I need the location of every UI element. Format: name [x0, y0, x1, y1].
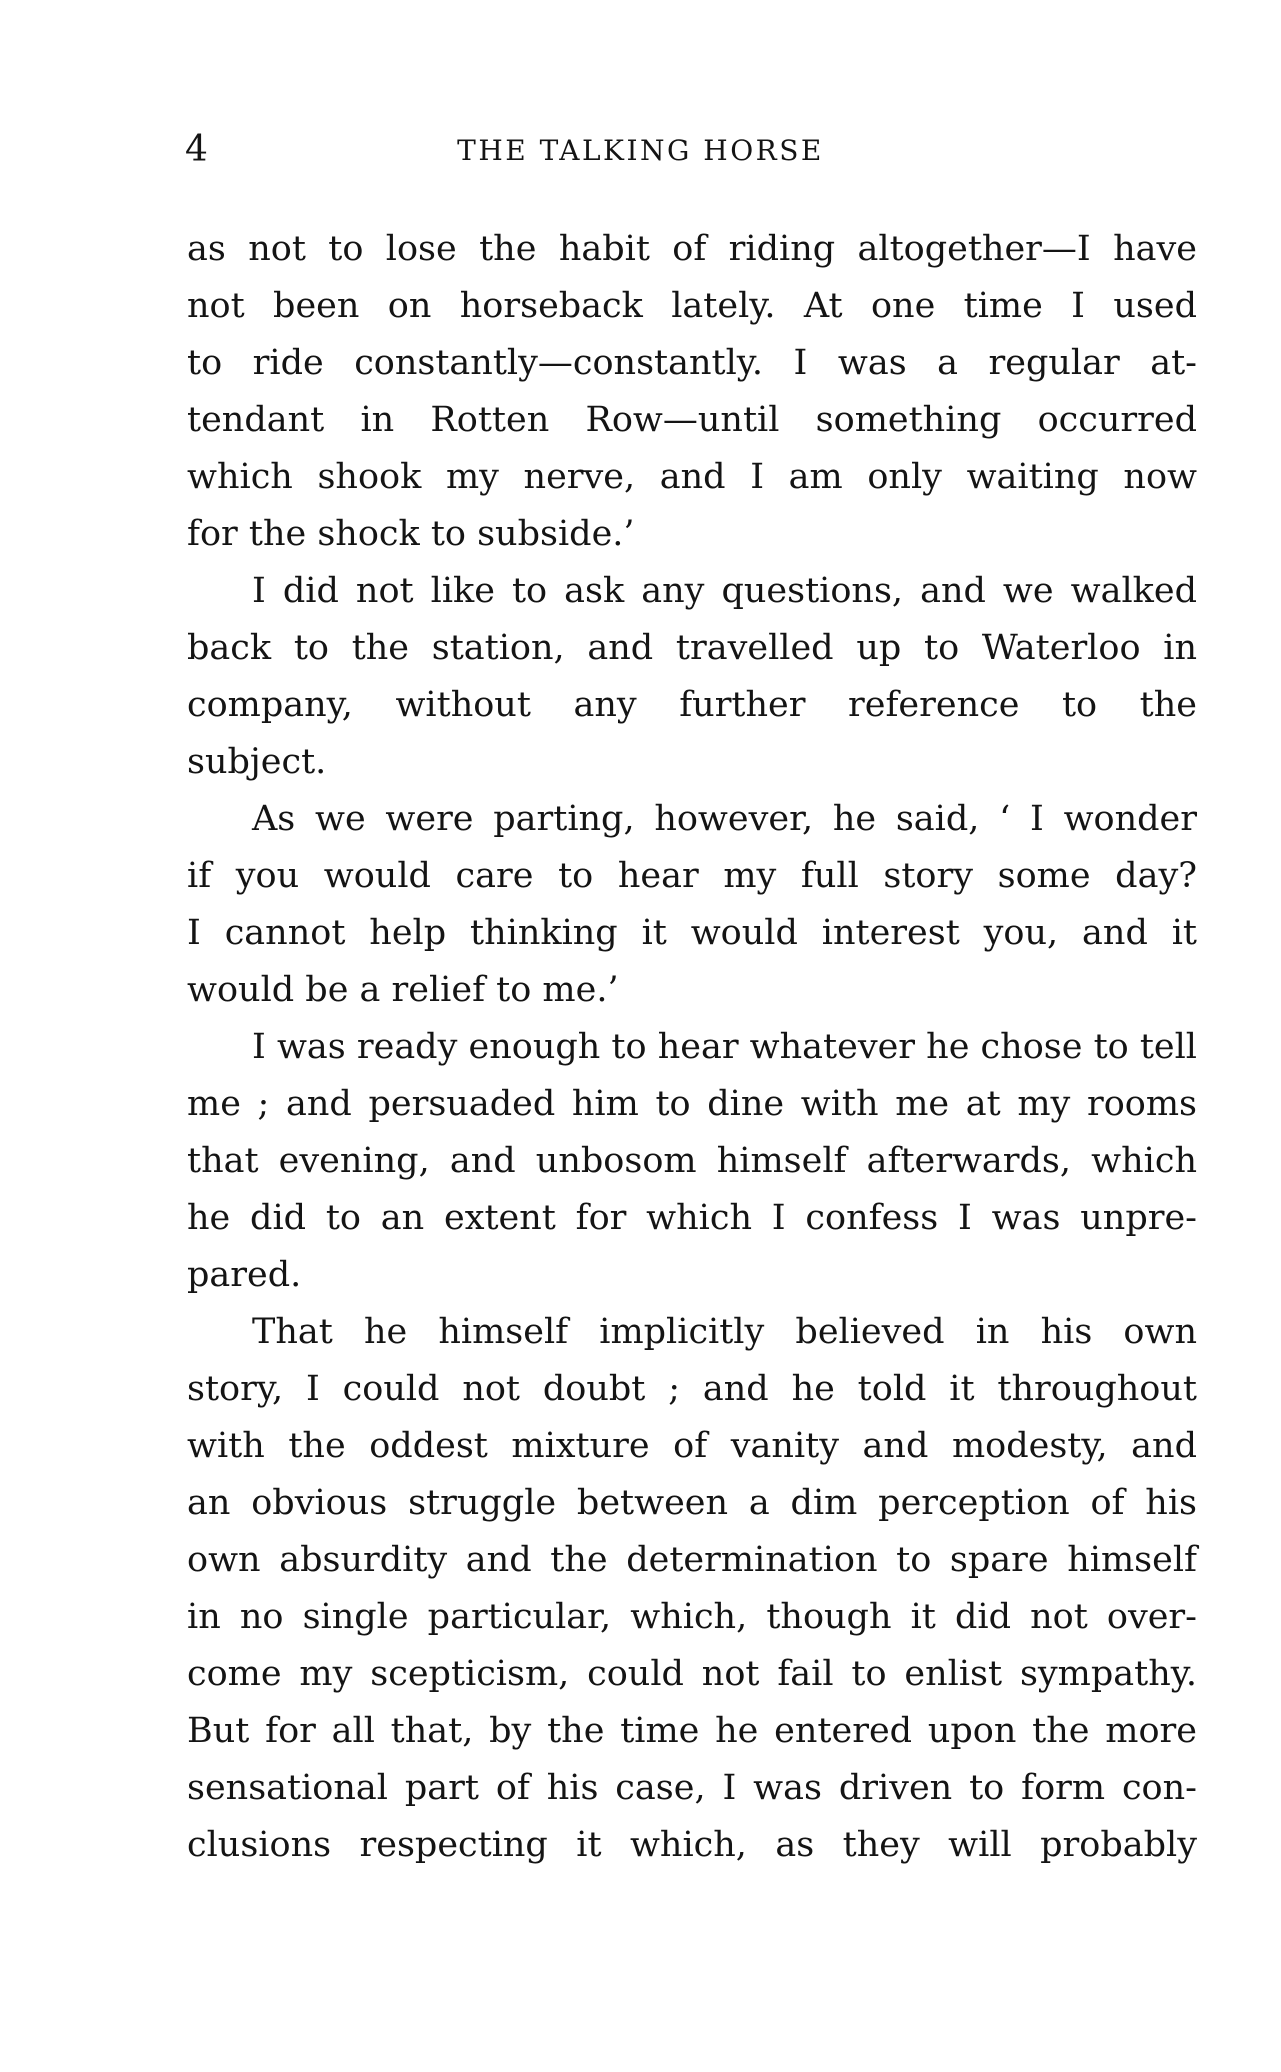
text-line: he did to an extent for which I confess I was unpre- — [187, 1198, 1197, 1238]
text-line: for the shock to subside.’ — [187, 514, 635, 554]
running-title: THE TALKING HORSE — [457, 134, 824, 167]
text-line: that evening, and unbosom himself afterwards, which — [187, 1141, 1197, 1181]
text-line: That he himself implicitly believed in his own — [252, 1312, 1197, 1352]
text-line: in no single particular, which, though it did not over- — [187, 1597, 1197, 1637]
text-line: I cannot help thinking it would interest you, and it — [187, 913, 1197, 953]
text-line: me ; and persuaded him to dine with me at my rooms — [187, 1084, 1197, 1124]
text-line: But for all that, by the time he entered upon the more — [187, 1711, 1197, 1751]
text-line: clusions respecting it which, as they will probably — [187, 1825, 1197, 1865]
page-number: 4 — [185, 129, 208, 170]
text-line: company, without any further reference to the — [187, 685, 1197, 725]
text-line: back to the station, and travelled up to Waterloo in — [187, 628, 1197, 668]
text-line: as not to lose the habit of riding altogether—I have — [187, 229, 1197, 269]
text-line: subject. — [187, 742, 327, 782]
text-line: with the oddest mixture of vanity and modesty, and — [187, 1426, 1197, 1466]
text-line: which shook my nerve, and I am only waiting now — [187, 457, 1197, 497]
text-line: I did not like to ask any questions, and we walked — [252, 571, 1197, 611]
text-line: come my scepticism, could not fail to enlist sympathy. — [187, 1654, 1197, 1694]
text-line: pared. — [187, 1255, 302, 1295]
text-line: an obvious struggle between a dim perception of his — [187, 1483, 1197, 1523]
text-line: sensational part of his case, I was driven to form con- — [187, 1768, 1197, 1808]
text-line: As we were parting, however, he said, ‘ I wonder — [252, 799, 1197, 839]
text-line: own absurdity and the determination to spare himself — [187, 1540, 1197, 1580]
text-line: would be a relief to me.’ — [187, 970, 619, 1010]
text-line: not been on horseback lately. At one time I used — [187, 286, 1197, 326]
text-line: I was ready enough to hear whatever he chose to tell — [252, 1027, 1197, 1067]
text-line: to ride constantly—constantly. I was a regular at- — [187, 343, 1197, 383]
text-line: tendant in Rotten Row—until something occurred — [187, 400, 1197, 440]
text-line: story, I could not doubt ; and he told it throughout — [187, 1369, 1197, 1409]
text-line: if you would care to hear my full story some day? — [187, 856, 1197, 896]
